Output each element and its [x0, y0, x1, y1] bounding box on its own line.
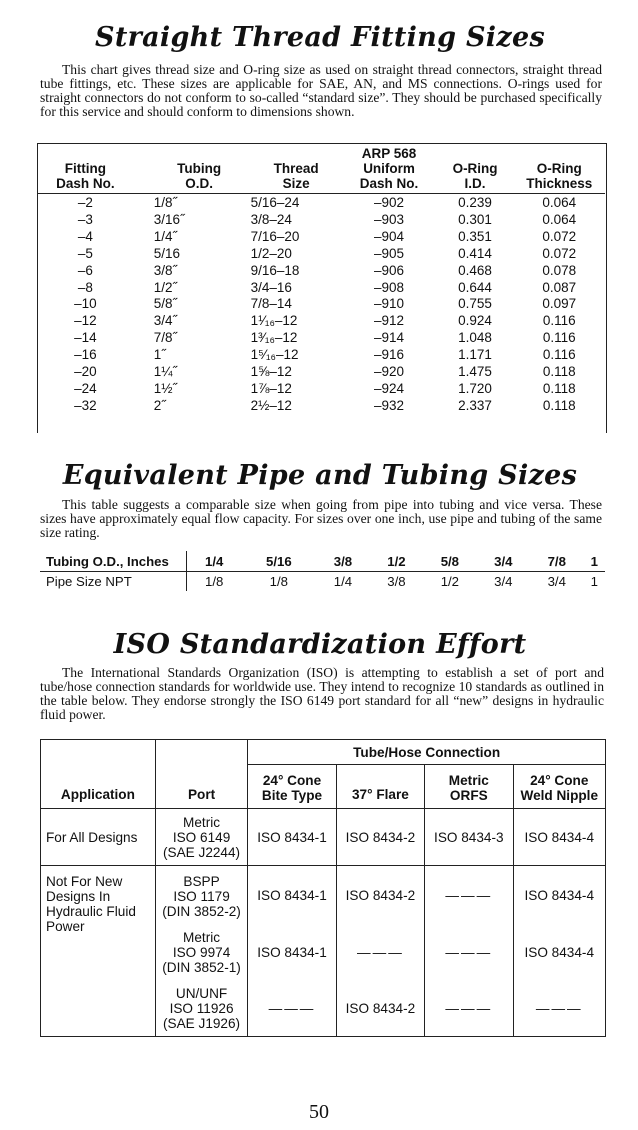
cell-oring-thickness: 0.072: [542, 228, 577, 244]
cell-oring-thickness: 0.116: [542, 330, 576, 346]
cell-oring-id: 2.337: [458, 397, 492, 413]
cell-tubing-od: 5/8˝: [153, 296, 177, 312]
pipe-tubing-table: [40, 551, 605, 591]
cell-thread-size: 2½–12: [250, 397, 292, 413]
cell-oring-id: 0.239: [458, 195, 492, 210]
cell-dash: –24: [74, 380, 97, 396]
table-row: [37, 364, 605, 381]
cell-weld: ———: [513, 980, 605, 1037]
cell-oring-thickness: 0.116: [542, 313, 576, 329]
cell-thread-size: 3/4–16: [250, 279, 292, 295]
cell-weld: ISO 8434-4: [513, 866, 605, 925]
cell-pipe-size: 1: [590, 574, 598, 589]
cell-oring-thickness: 0.078: [542, 262, 577, 278]
cell-oring-thickness: 0.116: [542, 347, 576, 363]
cell-arp-dash: –908: [374, 279, 405, 295]
cell-flare: ISO 8434-2: [336, 809, 424, 866]
cell-oring-id: 0.414: [458, 245, 492, 261]
section-title-pipe-tubing: Equivalent Pipe and Tubing Sizes: [62, 460, 578, 491]
cell-oring-id: 1.720: [458, 380, 492, 396]
section-intro-pipe-tubing: This table suggests a comparable size when going from pipe into tubing and vice versa. These sizes have approximately equal flow capacity. For sizes over one inch, use pipe and tubing of the same size rating.: [40, 497, 602, 540]
header-fitting-dash: Fitting Dash No.: [56, 161, 115, 191]
cell-thread-size: 1¹⁄₁₆–12: [250, 313, 298, 329]
table-row: [37, 381, 605, 398]
cell-pipe-size: 1/8: [269, 574, 288, 589]
cell-oring-id: 0.468: [458, 262, 492, 278]
cell-port: Metric ISO 9974 (DIN 3852-1): [155, 924, 247, 980]
cell-oring-id: 1.475: [458, 364, 492, 380]
cell-dash: –16: [74, 347, 97, 363]
cell-thread-size: 1⅞–12: [250, 380, 292, 396]
table-row: [37, 212, 605, 229]
table-row-pipe-size: [40, 572, 605, 592]
header-37-flare: 37° Flare: [336, 765, 424, 809]
header-tubing-od: Tubing O.D.: [177, 161, 222, 191]
cell-cone: ———: [248, 980, 336, 1037]
cell-oring-thickness: 0.097: [542, 296, 577, 312]
cell-dash: –14: [74, 330, 97, 346]
cell-dash: –20: [74, 364, 97, 380]
cell-oring-thickness: 0.087: [542, 279, 577, 295]
cell-thread-size: 9/16–18: [250, 262, 300, 278]
cell-oring-id: 0.644: [458, 279, 492, 295]
cell-tubing-od: 1/8˝: [153, 195, 177, 210]
cell-orfs: ———: [425, 980, 513, 1037]
cell-arp-dash: –905: [374, 245, 405, 261]
table-row: [37, 194, 605, 212]
table-row: [37, 313, 605, 330]
cell-flare: ———: [336, 924, 424, 980]
cell-arp-dash: –910: [374, 296, 405, 312]
cell-oring-id: 0.351: [458, 228, 492, 244]
cell-oring-id: 1.048: [458, 330, 492, 346]
cell-oring-id: 0.755: [458, 296, 492, 312]
cell-tubing-od: 7/8˝: [153, 330, 177, 346]
header-24-cone-weld: 24° Cone Weld Nipple: [513, 765, 605, 809]
cell-thread-size: 1/2–20: [250, 245, 292, 261]
cell-arp-dash: –914: [374, 330, 405, 346]
cell-pipe-size: 1/2: [440, 574, 460, 589]
section-intro-iso: The International Standards Organization (ISO) is attempting to establish a set of port and tube/hose connection standards for worldwide use. They intend to recognize 10 standards as outlined in the table below. They endorse strongly the ISO 6149 port standard for all “new” designs in hydraulic fluid power.: [40, 665, 604, 722]
table-row: [37, 280, 605, 297]
table-row: [37, 229, 605, 246]
row-label-tubing-od: Tubing O.D., Inches: [40, 551, 187, 572]
cell-dash: –10: [74, 296, 97, 312]
cell-dash: –2: [77, 195, 93, 210]
cell-thread-size: 3/8–24: [250, 211, 292, 227]
cell-cone: ISO 8434-1: [248, 809, 336, 866]
cell-tubing-od: 1/4: [187, 551, 242, 572]
cell-arp-dash: –903: [374, 211, 405, 227]
cell-thread-size: 1³⁄₁₆–12: [250, 330, 298, 346]
cell-thread-size: 7/16–20: [250, 228, 300, 244]
cell-dash: –6: [77, 262, 93, 278]
table-header-row: [37, 146, 605, 194]
section-title-iso: ISO Standardization Effort: [113, 629, 527, 660]
table-row: [37, 398, 605, 415]
cell-arp-dash: –906: [374, 262, 405, 278]
table-row: [37, 246, 605, 263]
cell-tubing-od: 5/16: [241, 551, 316, 572]
thread-table-body: [37, 194, 605, 415]
table-row: [37, 263, 605, 280]
cell-dash: –5: [77, 245, 93, 261]
page-number: 50: [309, 1101, 329, 1123]
cell-dash: –12: [74, 313, 97, 329]
header-oring-thickness: O-Ring Thickness: [526, 161, 593, 191]
cell-oring-id: 1.171: [458, 347, 492, 363]
cell-flare: ISO 8434-2: [336, 866, 424, 925]
cell-port: BSPP ISO 1179 (DIN 3852-2): [155, 866, 247, 925]
table-row: [37, 347, 605, 364]
header-application: Application: [41, 740, 156, 809]
cell-oring-id: 0.924: [458, 313, 492, 329]
cell-oring-thickness: 0.118: [542, 380, 576, 396]
cell-tubing-od: 3/8: [316, 551, 369, 572]
table-row: [37, 330, 605, 347]
cell-port: UN/UNF ISO 11926 (SAE J1926): [155, 980, 247, 1037]
cell-oring-thickness: 0.118: [542, 397, 576, 413]
header-arp-dash: ARP 568 Uniform Dash No.: [359, 146, 419, 191]
header-24-cone-bite: 24° Cone Bite Type: [248, 765, 336, 809]
cell-orfs: ———: [425, 866, 513, 925]
cell-dash: –3: [77, 211, 93, 227]
cell-tubing-od: 5/8: [423, 551, 476, 572]
cell-tubing-od: 7/8: [530, 551, 583, 572]
table-header-group-row: [41, 740, 606, 765]
cell-oring-thickness: 0.064: [542, 211, 577, 227]
cell-application-all: For All Designs: [41, 809, 156, 866]
cell-pipe-size: 3/8: [387, 574, 406, 589]
cell-arp-dash: –912: [374, 313, 405, 329]
cell-tubing-od: 5/16: [153, 245, 180, 261]
cell-tubing-od: 1˝: [153, 347, 166, 363]
header-port: Port: [155, 740, 247, 809]
cell-tubing-od: 1/2: [370, 551, 423, 572]
section-intro-thread-fittings: This chart gives thread size and O-ring size as used on straight thread connectors, straight thread tube fittings, etc. These sizes are applicable for SAE, AN, and MS connections. O-rings used for straight connectors do not conform to so-called “standard size”. They should be purchased specifically for this service and should conform to dimensions shown.: [40, 62, 602, 119]
table-row: [41, 866, 606, 925]
cell-tubing-od: 1½˝: [153, 380, 177, 396]
cell-arp-dash: –916: [374, 347, 405, 363]
table-row: [37, 296, 605, 313]
cell-pipe-size: 3/4: [547, 574, 566, 589]
cell-tubing-od: 3/16˝: [153, 211, 185, 227]
cell-pipe-size: 1/8: [205, 574, 224, 589]
cell-pipe-size: 1/4: [333, 574, 353, 589]
cell-port: Metric ISO 6149 (SAE J2244): [155, 809, 247, 866]
cell-cone: ISO 8434-1: [248, 924, 336, 980]
cell-tubing-od: 1: [584, 551, 606, 572]
cell-cone: ISO 8434-1: [248, 866, 336, 925]
section-title-thread-fittings: Straight Thread Fitting Sizes: [95, 22, 545, 53]
cell-tubing-od: 1/4˝: [153, 228, 177, 244]
cell-thread-size: 1⅝–12: [250, 364, 292, 380]
header-oring-id: O-Ring I.D.: [452, 161, 498, 191]
cell-weld: ISO 8434-4: [513, 809, 605, 866]
cell-arp-dash: –932: [374, 397, 405, 413]
cell-dash: –32: [74, 397, 97, 413]
cell-dash: –4: [77, 228, 93, 244]
cell-tubing-od: 2˝: [153, 397, 166, 413]
cell-dash: –8: [77, 279, 93, 295]
cell-tubing-od: 3/8˝: [153, 262, 177, 278]
cell-orfs: ISO 8434-3: [425, 809, 513, 866]
thread-fitting-table: [37, 146, 605, 415]
table-row: [41, 809, 606, 866]
header-tube-hose-connection: Tube/Hose Connection: [248, 740, 606, 765]
cell-thread-size: 5/16–24: [250, 195, 300, 210]
header-metric-orfs: Metric ORFS: [425, 765, 513, 809]
cell-arp-dash: –904: [374, 228, 405, 244]
cell-arp-dash: –920: [374, 364, 405, 380]
cell-oring-thickness: 0.064: [542, 195, 577, 210]
cell-tubing-od: 3/4: [477, 551, 530, 572]
row-label-pipe-size: Pipe Size NPT: [40, 572, 187, 592]
cell-application-not-new: Not For New Designs In Hydraulic Fluid Power: [46, 874, 136, 934]
iso-standards-table: [40, 739, 606, 1037]
cell-orfs: ———: [425, 924, 513, 980]
cell-arp-dash: –902: [374, 195, 405, 210]
cell-tubing-od: 3/4˝: [153, 313, 177, 329]
header-thread-size: Thread Size: [273, 161, 319, 191]
cell-tubing-od: 1/2˝: [153, 279, 177, 295]
cell-oring-thickness: 0.118: [542, 364, 576, 380]
cell-thread-size: 1⁵⁄₁₆–12: [250, 347, 299, 363]
cell-tubing-od: 1¼˝: [153, 364, 177, 380]
cell-oring-thickness: 0.072: [542, 245, 577, 261]
cell-arp-dash: –924: [374, 380, 405, 396]
cell-oring-id: 0.301: [458, 211, 492, 227]
cell-pipe-size: 3/4: [494, 574, 513, 589]
cell-flare: ISO 8434-2: [336, 980, 424, 1037]
cell-weld: ISO 8434-4: [513, 924, 605, 980]
cell-thread-size: 7/8–14: [250, 296, 292, 312]
table-row-tubing-od: [40, 551, 605, 572]
